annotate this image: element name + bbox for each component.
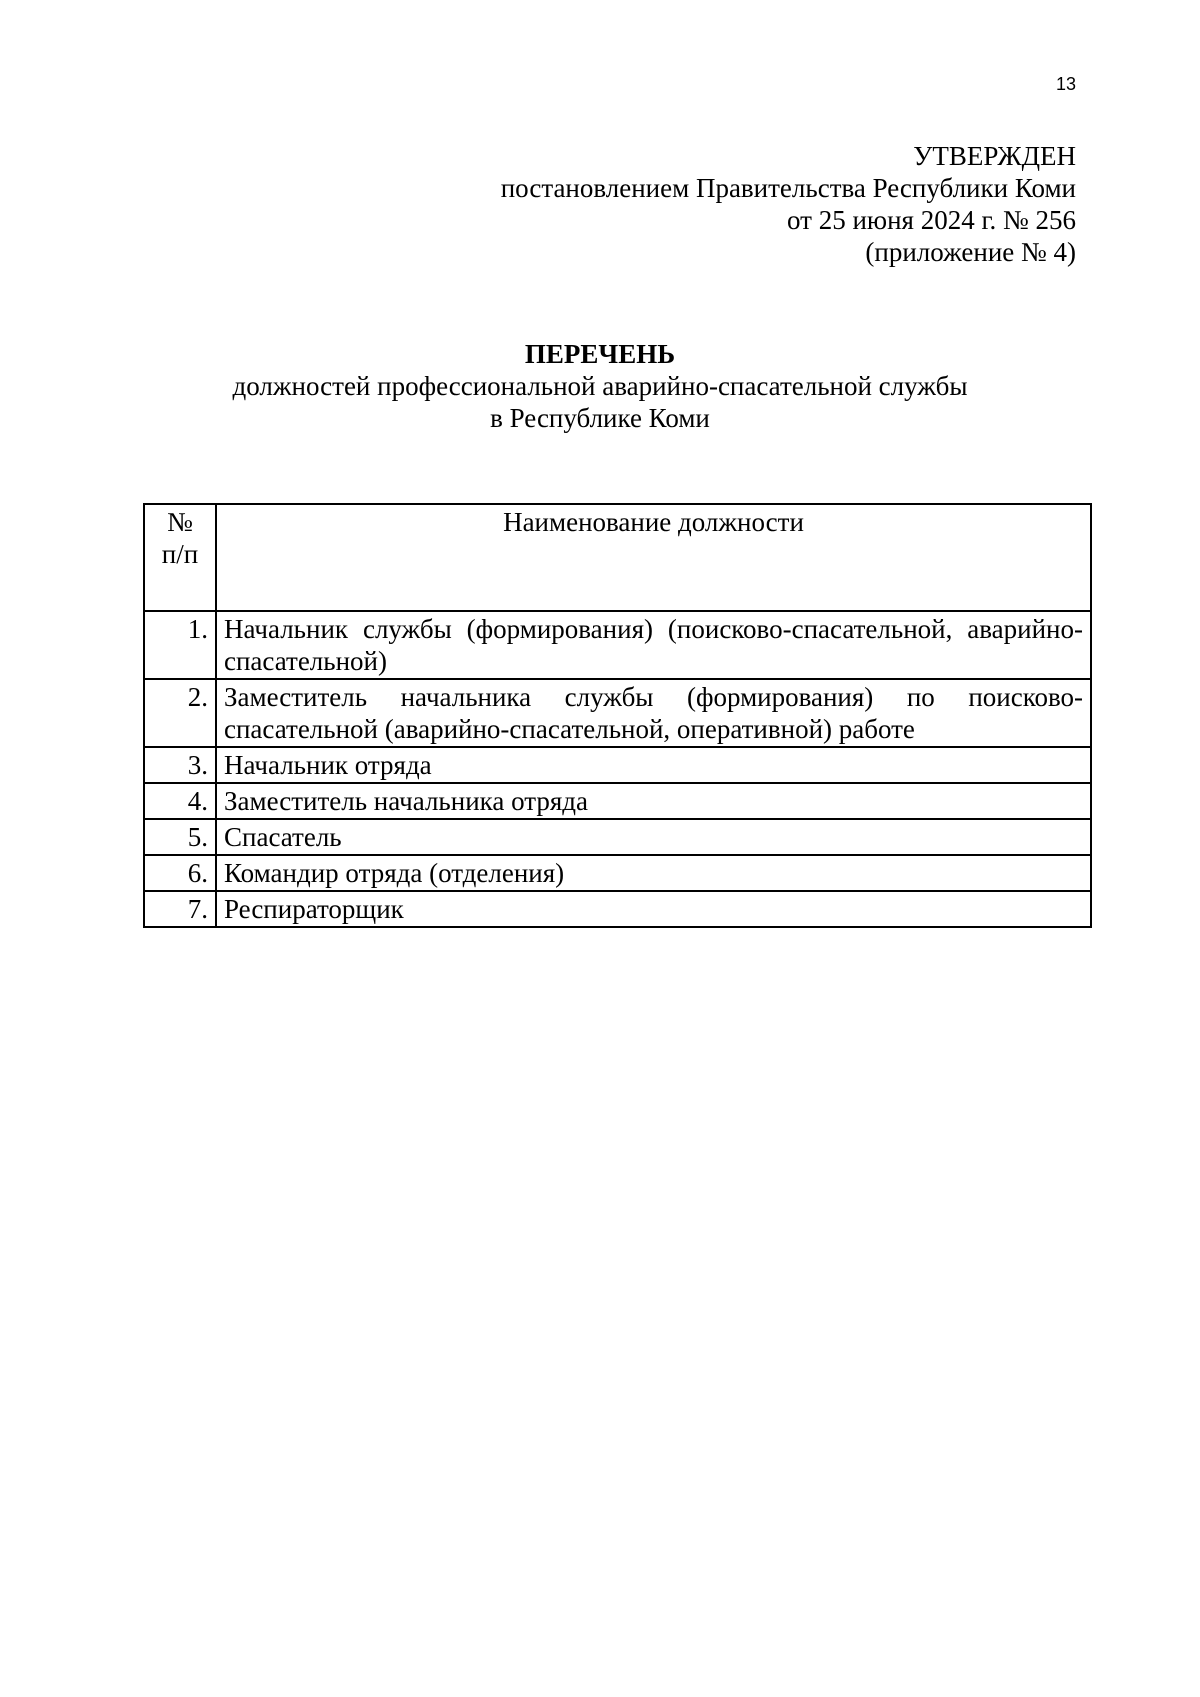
table-row [144,611,1091,679]
row-number: 3. [144,747,216,783]
row-number: 7. [144,891,216,927]
header-position-name: Наименование должности [216,504,1091,611]
approval-block [376,140,1076,268]
document-subtitle-line2: в Республике Коми [490,403,710,433]
table-row [144,855,1091,891]
header-number-label: п/п [161,539,199,569]
row-position-name: Респираторщик [216,891,1091,927]
document-subtitle-line1: должностей профессиональной аварийно-спасательной службы [232,371,968,401]
row-position-name: Заместитель начальника отряда [216,783,1091,819]
row-position-name: Спасатель [216,819,1091,855]
table-row [144,679,1091,747]
page-number: 13 [1055,74,1076,94]
approval-appendix: (приложение № 4) [865,237,1076,267]
table-row [144,783,1091,819]
header-number [144,504,216,611]
row-number: 2. [144,679,216,747]
row-position-name: Заместитель начальника службы (формирования) по поисково-спасательной (аварийно-спасательной, оперативной) работе [216,679,1091,747]
row-number: 6. [144,855,216,891]
header-number-symbol: № [167,507,193,537]
table-row [144,819,1091,855]
row-position-name: Начальник службы (формирования) (поисково-спасательной, аварийно-спасательной) [216,611,1091,679]
table-row [144,891,1091,927]
positions-table [143,503,1092,928]
document-heading: ПЕРЕЧЕНЬ [524,339,676,369]
approval-authority: постановлением Правительства Республики Коми [500,173,1076,203]
table-row [144,747,1091,783]
row-number: 5. [144,819,216,855]
row-number: 4. [144,783,216,819]
document-title-block [0,338,1200,434]
row-number: 1. [144,611,216,679]
table-header-row [144,504,1091,611]
approval-date-number: от 25 июня 2024 г. № 256 [787,205,1076,235]
approval-status: УТВЕРЖДЕН [913,141,1076,171]
row-position-name: Командир отряда (отделения) [216,855,1091,891]
row-position-name: Начальник отряда [216,747,1091,783]
